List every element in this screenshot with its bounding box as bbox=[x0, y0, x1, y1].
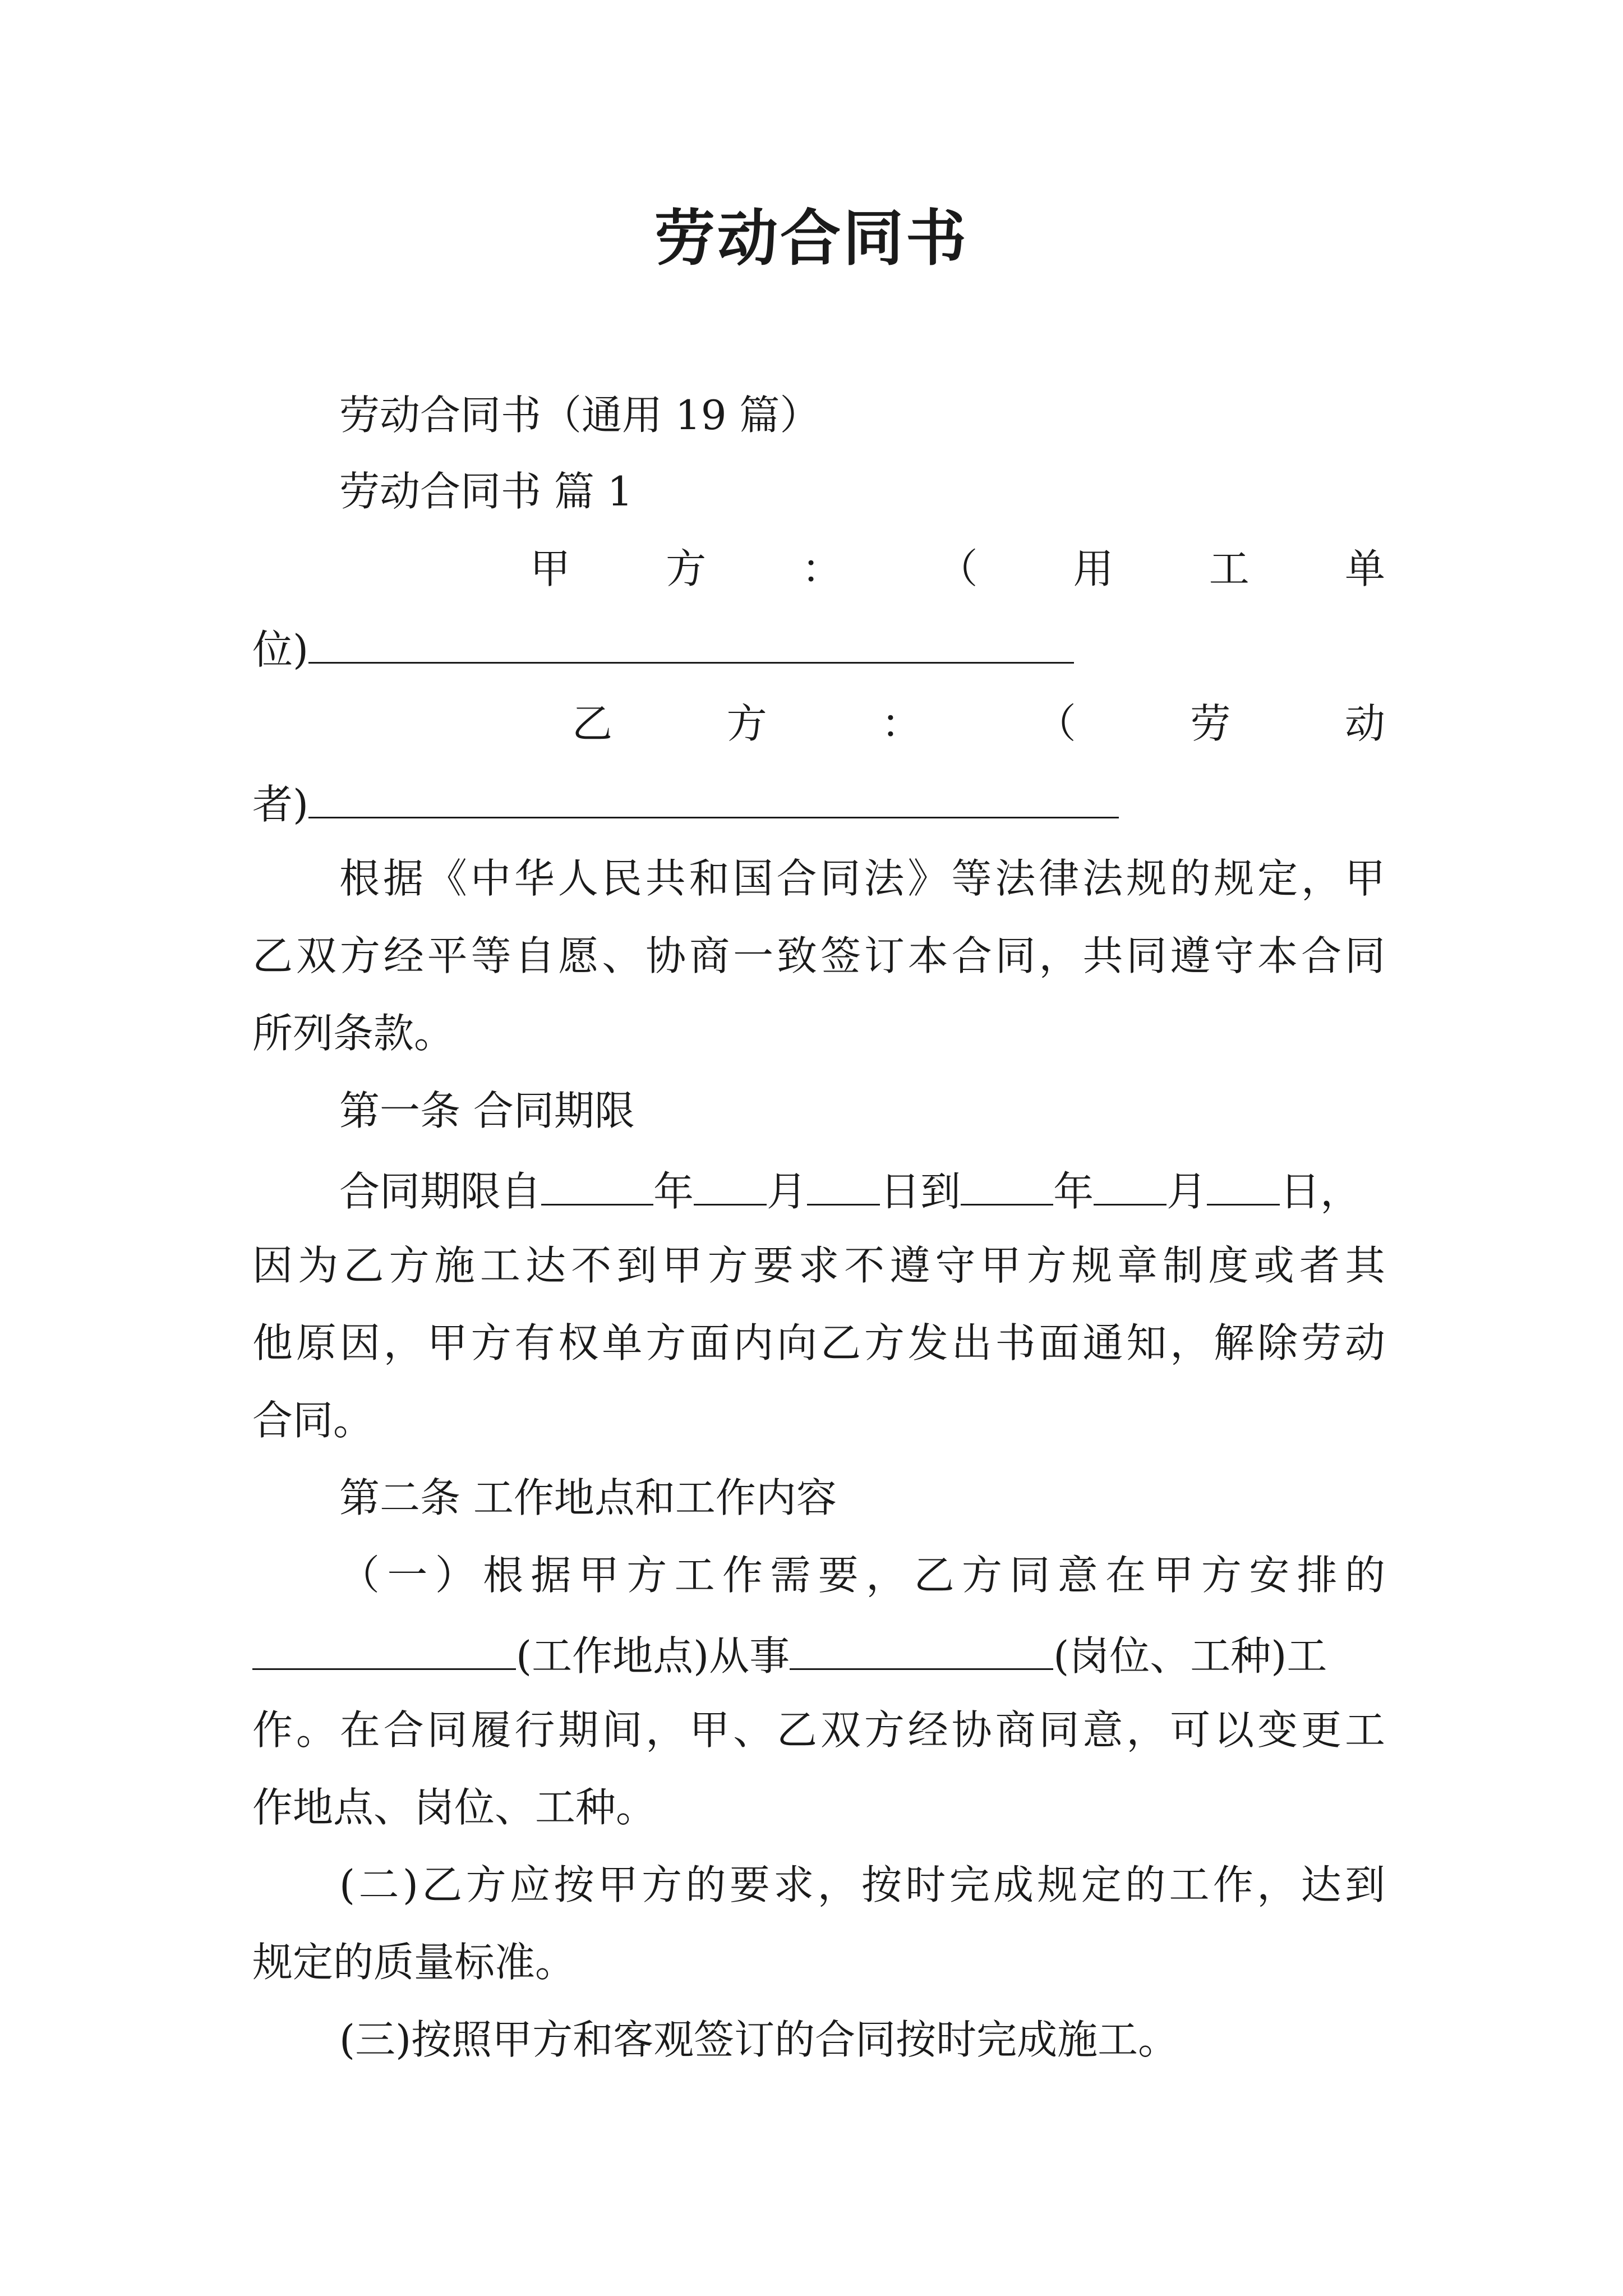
intro-line-2: 乙双方经平等自愿、协商一致签订本合同，共同遵守本合同 bbox=[252, 932, 1385, 979]
party-b-blank bbox=[308, 773, 1119, 818]
article-1-line-3: 他原因，甲方有权单方面内向乙方发出书面通知，解除劳动 bbox=[252, 1319, 1385, 1366]
section-heading: 劳动合同书 篇 1 bbox=[339, 468, 633, 515]
intro-line-3: 所列条款。 bbox=[252, 1010, 455, 1057]
party-a-cont-text: 位) bbox=[252, 626, 309, 673]
intro-line-1: 根据《中华人民共和国合同法》等法律法规的规定，甲 bbox=[339, 855, 1385, 902]
party-b-char: ： bbox=[881, 700, 922, 747]
work-location-blank bbox=[252, 1625, 516, 1670]
party-a-blank bbox=[308, 618, 1074, 664]
party-a-char: 甲 bbox=[530, 545, 571, 592]
party-b-char: 劳 bbox=[1190, 700, 1231, 747]
article-2-item-3: (三)按照甲方和客观签订的合同按时完成施工。 bbox=[339, 2016, 1179, 2063]
party-b-char: 方 bbox=[726, 700, 767, 747]
start-month-blank bbox=[694, 1160, 767, 1205]
article-2-item-1-line-3: 作。在合同履行期间，甲、乙双方经协商同意，可以变更工 bbox=[252, 1706, 1385, 1754]
term-text: 月 bbox=[767, 1168, 808, 1215]
party-a-char: 用 bbox=[1073, 545, 1114, 592]
article-2-heading: 第二条 工作地点和工作内容 bbox=[339, 1474, 837, 1521]
party-a-char: 单 bbox=[1344, 545, 1385, 592]
party-a-line bbox=[530, 541, 1385, 597]
work-location-text: (工作地点)从事 bbox=[516, 1632, 790, 1680]
term-text: 日， bbox=[1280, 1168, 1361, 1215]
article-1-line-2: 因为乙方施工达不到甲方要求不遵守甲方规章制度或者其 bbox=[252, 1242, 1385, 1289]
end-year-blank bbox=[961, 1160, 1053, 1205]
end-month-blank bbox=[1094, 1160, 1166, 1205]
party-b-char: 乙 bbox=[572, 700, 613, 747]
position-text: (岗位、工种)工 bbox=[1053, 1632, 1327, 1680]
party-a-char: （ bbox=[937, 545, 978, 592]
term-text: 合同期限自 bbox=[339, 1168, 542, 1215]
article-2-item-1-line-4: 作地点、岗位、工种。 bbox=[252, 1784, 657, 1831]
article-2-item-1-line-1: （一）根据甲方工作需要，乙方同意在甲方安排的 bbox=[339, 1552, 1385, 1599]
article-1-heading: 第一条 合同期限 bbox=[339, 1087, 635, 1134]
start-year-blank bbox=[541, 1160, 653, 1205]
party-b-cont-text: 者) bbox=[252, 781, 309, 828]
document-title: 劳动合同书 bbox=[654, 203, 969, 274]
term-text: 月 bbox=[1166, 1168, 1207, 1215]
party-a-char: ： bbox=[801, 545, 842, 592]
position-blank bbox=[790, 1625, 1053, 1670]
article-2-item-1-line-2 bbox=[252, 1625, 1385, 1684]
party-a-char: 方 bbox=[666, 545, 707, 592]
article-2-item-2-line-1: (二)乙方应按甲方的要求，按时完成规定的工作，达到 bbox=[339, 1861, 1385, 1908]
party-b-char: 动 bbox=[1344, 700, 1385, 747]
end-day-blank bbox=[1207, 1160, 1280, 1205]
article-1-line-4: 合同。 bbox=[252, 1397, 374, 1444]
article-1-term-line bbox=[339, 1160, 1385, 1220]
article-2-item-2-line-2: 规定的质量标准。 bbox=[252, 1939, 576, 1986]
term-text: 年 bbox=[653, 1168, 694, 1215]
party-a-continuation bbox=[252, 618, 1385, 678]
party-b-char: （ bbox=[1035, 700, 1076, 747]
start-day-blank bbox=[807, 1160, 880, 1205]
party-a-char: 工 bbox=[1209, 545, 1249, 592]
term-text: 年 bbox=[1053, 1168, 1094, 1215]
party-b-line bbox=[572, 696, 1385, 752]
document-subtitle: 劳动合同书（通用 19 篇） bbox=[339, 392, 820, 439]
party-b-continuation bbox=[252, 773, 1385, 832]
term-text: 日到 bbox=[880, 1168, 961, 1215]
